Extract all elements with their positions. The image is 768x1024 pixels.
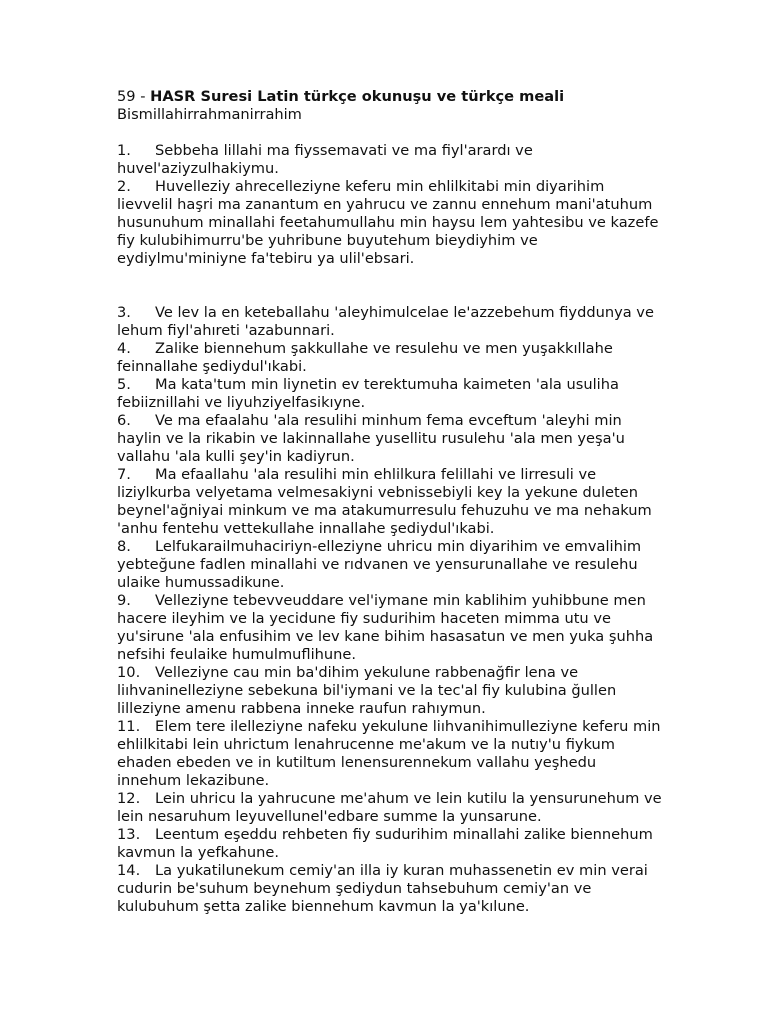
document-page	[117, 88, 667, 916]
verse-text: Lein uhricu la yahrucune me'ahum ve lein kutilu la yensurunehum ve lein nesaruhum leyuvellunel'edbare summe la yunsarune.	[117, 790, 667, 825]
verse-item	[117, 412, 662, 466]
verse-number: 2.	[117, 178, 131, 195]
verse-text: Velleziyne cau min ba'dihim yekulune rabbenağfir lena ve liıhvaninelleziyne sebekuna bil'iymani ve la tec'al fiy kulubina ğullen lilleziyne amenu rabbena inneke raufun rahıymun.	[117, 664, 621, 717]
verse-number: 11.	[117, 718, 141, 735]
verse-text: Sebbeha lillahi ma fiyssemavati ve ma fiyl'arardı ve huvel'aziyzulhakiymu.	[117, 142, 538, 177]
verse-item	[117, 592, 662, 664]
document-title	[117, 88, 662, 106]
verse-item	[117, 718, 666, 790]
verse-item	[117, 862, 662, 916]
verse-text: Leentum eşeddu rehbeten fiy sudurihim minallahi zalike biennehum kavmun la yefkahune.	[117, 826, 658, 861]
title-prefix: 59 -	[117, 88, 151, 105]
verse-text: Velleziyne tebevveuddare vel'iymane min kablihim yuhibbune men hacere ileyhim ve la yecidune fiy sudurihim haceten mimma utu ve yu'sirune 'ala enfusihim ve lev kane bihim hasasatun ve men yuka şuhha nefsihi feulaike humulmuflihune.	[117, 592, 658, 663]
verse-text: Huvelleziy ahrecelleziyne keferu min ehlilkitabi min diyarihim lievvelil haşri ma zanantum en yahrucu ve zannu ennehum mani'atuhum husunuhum minallahi feetahumullahu min haysu lem yahtesibu ve kazefe fiy kulubihimurru'be yuhribune buyutehum bieydiyhim ve eydiylmu'miniyne fa'tebiru ya ulil'ebsari.	[117, 178, 664, 267]
verse-number: 4.	[117, 340, 131, 357]
verse-number: 3.	[117, 304, 131, 321]
verse-number: 7.	[117, 466, 131, 483]
verse-text: Ve ma efaalahu 'ala resulihi minhum fema evceftum 'aleyhi min haylin ve la rikabin ve lakinnallahe yusellitu rusulehu 'ala men yeşa'u vallahu 'ala kulli şey'in kadiyrun.	[117, 412, 630, 465]
verse-item	[117, 466, 662, 538]
verse-text: Elem tere ilelleziyne nafeku yekulune liıhvanihimulleziyne keferu min ehlilkitabi lein uhrictum lenahrucenne me'akum ve la nutıy'u fiykum ehaden ebeden ve in kutiltum lenensurennekum vallahu yeşhedu innehum lekazibune.	[117, 718, 666, 789]
verse-number: 8.	[117, 538, 131, 555]
verse-number: 14.	[117, 862, 141, 879]
verse-item	[117, 178, 662, 268]
verse-text: Ma efaallahu 'ala resulihi min ehlilkura felillahi ve lirresuli ve liziylkurba velyetama velmesakiyni vebnissebiyli key la yekune duleten beynel'ağniyai minkum ve ma atakumurresulu fehuzuhu ve ma nehakum 'anhu fentehu vettekullahe innallahe şediydul'ıkabi.	[117, 466, 657, 537]
verse-item	[117, 340, 662, 376]
verse-number: 6.	[117, 412, 131, 429]
verse-number: 9.	[117, 592, 131, 609]
verse-text: Ve lev la en keteballahu 'aleyhimulcelae le'azzebehum fiyddunya ve lehum fiyl'ahıreti 'azabunnari.	[117, 304, 659, 339]
verse-item	[117, 304, 662, 340]
verse-number: 10.	[117, 664, 141, 681]
verse-item	[117, 538, 662, 592]
verse-number: 12.	[117, 790, 141, 807]
verse-number: 13.	[117, 826, 141, 843]
verse-text: Zalike biennehum şakkullahe ve resulehu ve men yuşakkıllahe feinnallahe şediydul'ıkabi.	[117, 340, 618, 375]
verse-number: 5.	[117, 376, 131, 393]
verse-item	[117, 790, 667, 826]
verse-list	[117, 142, 667, 916]
title-text: HASR Suresi Latin türkçe okunuşu ve türkçe meali	[150, 88, 565, 105]
verse-item	[117, 142, 662, 178]
verse-item	[117, 376, 662, 412]
verse-text: Ma kata'tum min liynetin ev terektumuha kaimeten 'ala usuliha febiiznillahi ve liyuhziyelfasikıyne.	[117, 376, 624, 411]
paragraph-gap	[117, 268, 662, 304]
verse-text: La yukatilunekum cemiy'an illa iy kuran muhassenetin ev min verai cudurin be'suhum beynehum şediydun tahsebuhum cemiy'an ve kulubuhum şetta zalike biennehum kavmun la ya'kılune.	[117, 862, 653, 915]
verse-item	[117, 664, 662, 718]
basmala-line: Bismillahirrahmanirrahim	[117, 106, 302, 123]
verse-number: 1.	[117, 142, 131, 159]
verse-item	[117, 826, 662, 862]
verse-text: Lelfukarailmuhaciriyn-elleziyne uhricu min diyarihim ve emvalihim yebteğune fadlen minallahi ve rıdvanen ve yensurunallahe ve resulehu ulaike humussadikune.	[117, 538, 646, 591]
